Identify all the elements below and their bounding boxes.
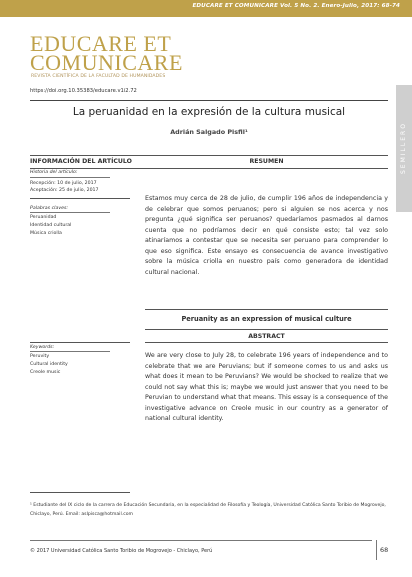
abstract-text: We are very close to July 28, to celebrate 196 years of independence and to celebrate that we are Peruvians; but if someone comes to us and asks us what does it mean to be Peruvians? We would be shocked to realize that we could not say what this is; maybe we would just answer that you need to be Peruvian to understand what that means. This essay is a consequence of the investigative advance on Creole music in our country as a generator of national cultural identity. <box>145 352 388 422</box>
logo-line-2: COMUNICARE <box>30 50 183 75</box>
footer-divider <box>30 540 372 541</box>
history-label: Historia del artículo: <box>30 170 78 175</box>
abstract-top-divider <box>145 309 388 310</box>
page-number: 68 <box>380 546 389 554</box>
journal-logo <box>30 27 220 85</box>
abstract-heading: ABSTRACT <box>248 333 285 340</box>
keyword-en: Creole music <box>30 370 61 375</box>
keywords-en-divider <box>30 342 130 343</box>
title-divider <box>30 100 388 101</box>
author-footnote: ¹ Estudiante del IX ciclo de la carrera de Educación Secundaria, en la especialidad de Filosofía y Teología, Universidad Católica Santo Toribio de Mogrovejo, Chiclayo, Perú. Email: aslpisca@hotmail.com <box>30 503 386 517</box>
doi-link[interactable]: https://doi.org.10.35383/educare.v1i2.72 <box>30 88 137 94</box>
resumen-heading: RESUMEN <box>249 158 284 165</box>
keyword-es: Identidad cultural <box>30 223 72 228</box>
abstract-title-divider <box>145 329 388 330</box>
keywords-es-divider <box>30 198 130 199</box>
journal-header-bar <box>0 0 412 17</box>
received-date: Recepción: 10 de julio, 2017 <box>30 181 97 186</box>
copyright-line: © 2017 Universidad Católica Santo Toribio de Mogrovejo - Chiclayo, Perú <box>30 548 213 554</box>
abstract-title: Peruanity as an expression of musical culture <box>181 315 352 323</box>
accepted-date: Aceptación: 25 de julio, 2017 <box>30 188 99 193</box>
keywords-en-label: Keywords: <box>30 345 55 350</box>
article-author: Adrián Salgado Pisfil¹ <box>170 128 248 136</box>
keyword-es: Música criolla <box>30 231 62 236</box>
article-title: La peruanidad en la expresión de la cultura musical <box>72 106 346 118</box>
keyword-en: Peruvity <box>30 354 50 359</box>
side-tab-label: SEMILLERO <box>400 122 407 175</box>
section-side-tab <box>396 85 412 212</box>
keyword-es: Peruanidad <box>30 215 57 220</box>
keywords-es-underline <box>30 212 110 213</box>
history-divider <box>30 177 110 178</box>
keywords-en-underline <box>30 351 110 352</box>
resumen-text: Estamos muy cerca de 28 de julio, de cumplir 196 años de independencia y de celebrar que somos peruanos; pero si alguien se nos acerca y nos pregunta ¿qué significa ser peruanos? quedaríamos pasmados al darnos cuenta que no podríamos decir en qué consiste esto; tal vez solo atinaríamos a contestar que se necesita ser peruano para comprender lo que eso significa. Este ensayo es consecuencia de avance investigativo sobre la música criolla en nuestro país como generadora de identidad cultural nacional. <box>145 195 388 276</box>
article-info-heading: INFORMACIÓN DEL ARTÍCULO <box>30 158 132 165</box>
footnote-divider <box>30 492 130 493</box>
keywords-es-label: Palabras claves: <box>30 206 69 211</box>
abstract-heading-divider <box>145 342 388 343</box>
journal-header-text: EDUCARE ET COMUNICARE Vol. 5 No. 2. Enero-Julio, 2017: 68-74 <box>192 3 400 9</box>
logo-line-1: EDUCARE ET <box>30 31 172 56</box>
logo-subtitle: REVISTA CIENTÍFICA DE LA FACULTAD DE HUMANIDADES <box>31 74 166 79</box>
keyword-en: Cultural identity <box>30 362 68 367</box>
